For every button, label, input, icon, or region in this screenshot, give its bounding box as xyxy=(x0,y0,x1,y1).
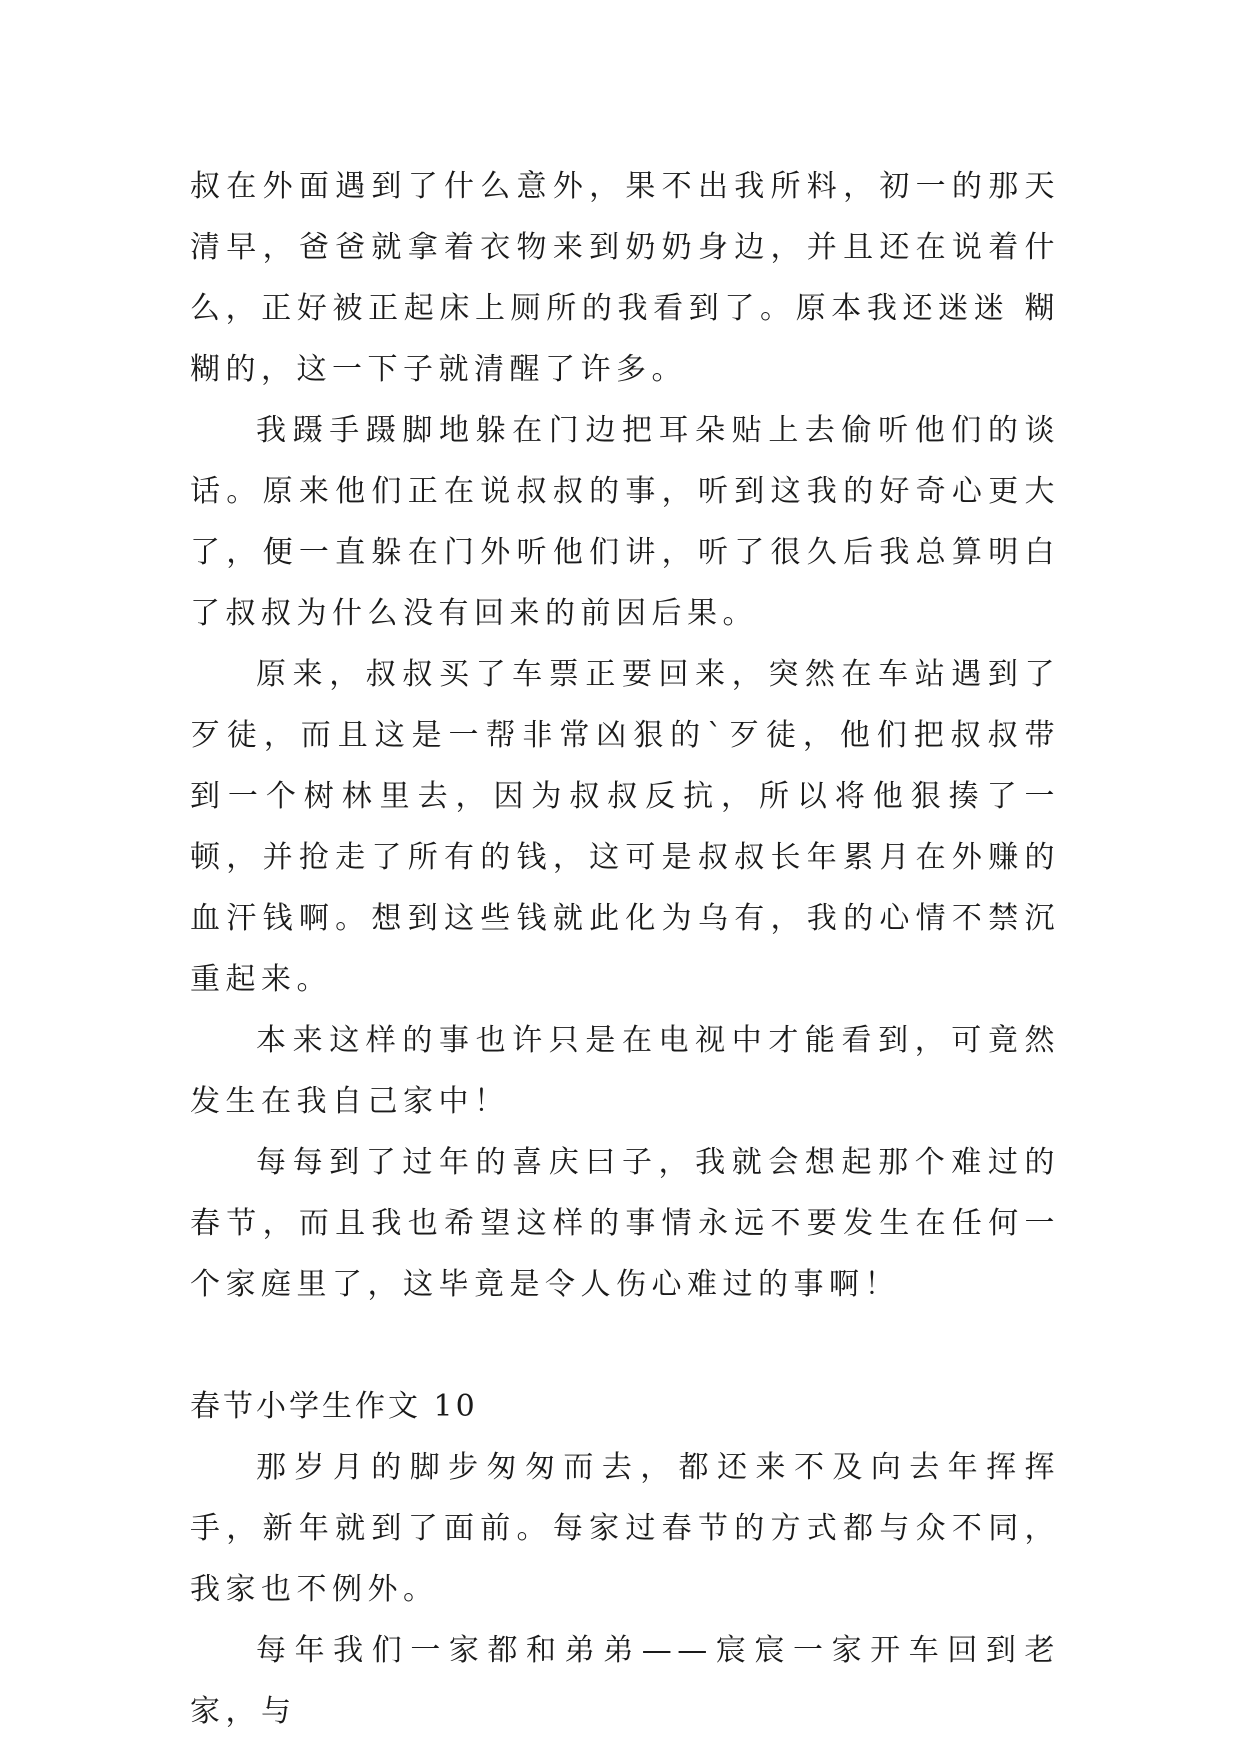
paragraph-conclusion: 每每到了过年的喜庆曰子，我就会想起那个难过的春节，而且我也希望这样的事情永远不要发生在任何一个家庭里了，这毕竟是令人伤心难过的事啊！ xyxy=(190,1145,1060,1302)
section-gap xyxy=(190,1315,1060,1376)
paragraph-new-year-intro: 那岁月的脚步匆匆而去，都还来不及向去年挥挥手，新年就到了面前。每家过春节的方式都与众不同，我家也不例外。 xyxy=(190,1450,1060,1607)
paragraph-robbery: 原来，叔叔买了车票正要回来，突然在车站遇到了歹徒，而且这是一帮非常凶狠的`歹徒，他们把叔叔带到一个树林里去，因为叔叔反抗，所以将他狠揍了一顿，并抢走了所有的钱，这可是叔叔长年累月在外赚的血汗钱啊。想到这些钱就此化为乌有，我的心情不禁沉重起来。 xyxy=(190,657,1060,997)
paragraph-tv-comparison: 本来这样的事也许只是在电视中才能看到，可竟然发生在我自己家中！ xyxy=(190,1023,1060,1119)
paragraph-continuation: 叔在外面遇到了什么意外，果不出我所料，初一的那天清早，爸爸就拿着衣物来到奶奶身边，并且还在说着什么，正好被正起床上厕所的我看到了。原本我还迷迷 糊糊的，这一下子就清醒了许多。 xyxy=(190,169,1060,387)
document-body xyxy=(190,156,1060,1742)
paragraph-family-trip: 每年我们一家都和弟弟——宸宸一家开车回到老家，与 xyxy=(190,1633,1060,1729)
essay-heading: 春节小学生作文 10 xyxy=(190,1389,478,1424)
paragraph-eavesdrop: 我蹑手蹑脚地躲在门边把耳朵贴上去偷听他们的谈话。原来他们正在说叔叔的事，听到这我的好奇心更大了，便一直躲在门外听他们讲，听了很久后我总算明白了叔叔为什么没有回来的前因后果。 xyxy=(190,413,1060,631)
